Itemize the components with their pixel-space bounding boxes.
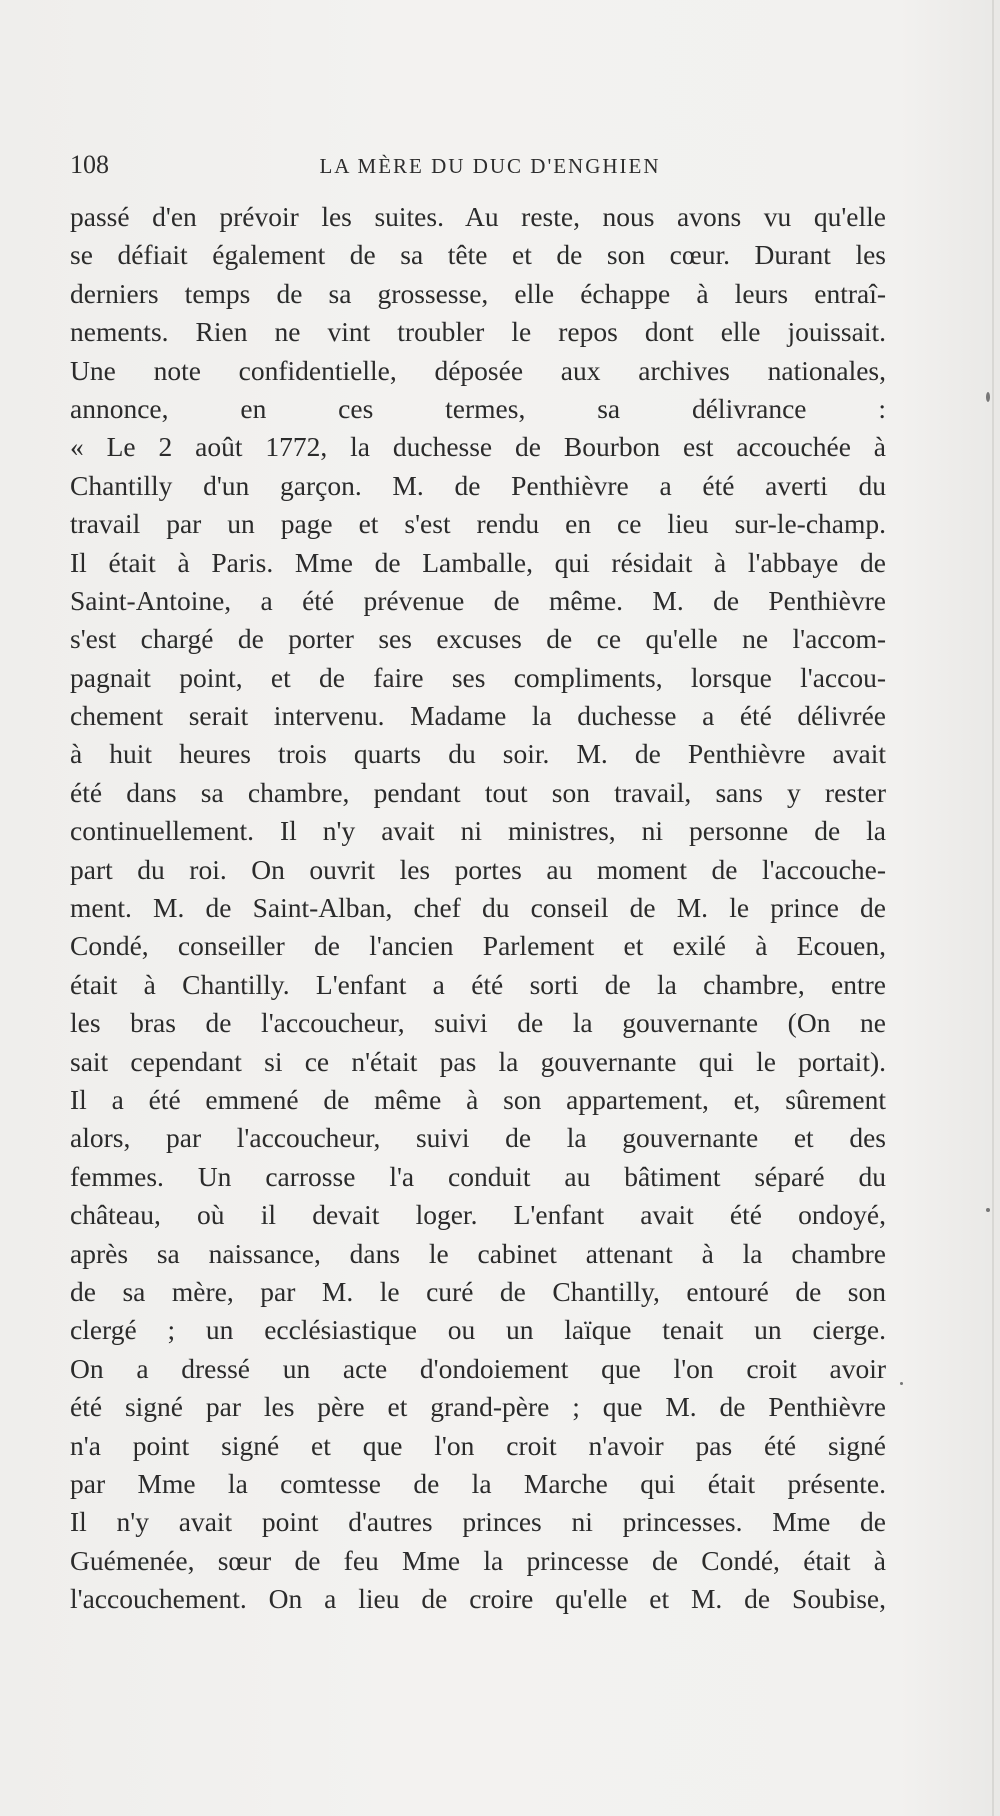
text-line: part du roi. On ouvrit les portes au moment de l'accouche- [70,853,886,885]
text-line: derniers temps de sa grossesse, elle échappe à leurs entraî- [70,277,886,309]
body-text [70,198,886,1618]
text-line: été dans sa chambre, pendant tout son travail, sans y rester [70,776,886,808]
text-line: Il a été emmené de même à son appartement, et, sûrement [70,1083,886,1115]
text-line: nements. Rien ne vint troubler le repos dont elle jouissait. [70,316,886,348]
paper-speck [900,1382,903,1385]
text-line: après sa naissance, dans le cabinet attenant à la chambre [70,1237,886,1269]
text-line: continuellement. Il n'y avait ni ministres, ni personne de la [70,815,886,847]
running-title: LA MÈRE DU DUC D'ENGHIEN [319,154,661,178]
text-line: passé d'en prévoir les suites. Au reste, nous avons vu qu'elle [70,201,886,232]
text-line: par Mme la comtesse de la Marche qui était présente. [70,1467,886,1499]
text-line: annonce, en ces termes, sa délivrance : [70,392,886,424]
text-line: clergé ; un ecclésiastique ou un laïque tenait un cierge. [70,1314,886,1346]
text-line: se défiait également de sa tête et de son cœur. Durant les [70,239,886,271]
page-number: 108 [70,150,109,179]
text-line: Condé, conseiller de l'ancien Parlement et exilé à Ecouen, [70,930,886,962]
text-line: les bras de l'accoucheur, suivi de la gouvernante (On ne [70,1007,886,1039]
text-line: Il n'y avait point d'autres princes ni princesses. Mme de [70,1506,886,1538]
text-line: de sa mère, par M. le curé de Chantilly, entouré de son [70,1275,886,1307]
text-line: femmes. Un carrosse l'a conduit au bâtiment séparé du [70,1160,886,1192]
text-line: Saint-Antoine, a été prévenue de même. M. de Penthièvre [70,584,886,616]
text-line: « Le 2 août 1772, la duchesse de Bourbon est accouchée à [70,431,886,463]
paper-speck [986,392,990,402]
text-line: était à Chantilly. L'enfant a été sorti de la chambre, entre [70,968,886,1000]
page-edge [992,0,994,1816]
text-line: Il était à Paris. Mme de Lamballe, qui résidait à l'abbaye de [70,546,886,578]
text-line: chement serait intervenu. Madame la duchesse a été délivrée [70,700,886,732]
page-header [70,148,880,182]
text-line: château, où il devait loger. L'enfant avait été ondoyé, [70,1199,886,1231]
paper-speck [986,1208,990,1212]
text-line: travail par un page et s'est rendu en ce lieu sur-le-champ. [70,508,886,540]
text-line: alors, par l'accoucheur, suivi de la gouvernante et des [70,1122,886,1154]
text-line: On a dressé un acte d'ondoiement que l'on croit avoir [70,1352,886,1384]
text-line: Guémenée, sœur de feu Mme la princesse de Condé, était à [70,1544,886,1576]
text-line: sait cependant si ce n'était pas la gouvernante qui le portait). [70,1045,886,1077]
text-line: Chantilly d'un garçon. M. de Penthièvre a été averti du [70,469,886,501]
text-line: s'est chargé de porter ses excuses de ce qu'elle ne l'accom- [70,623,886,655]
text-line: à huit heures trois quarts du soir. M. de Penthièvre avait [70,738,886,770]
text-line: été signé par les père et grand-père ; que M. de Penthièvre [70,1391,886,1423]
text-line: pagnait point, et de faire ses compliments, lorsque l'accou- [70,661,886,693]
text-line: ment. M. de Saint-Alban, chef du conseil de M. le prince de [70,892,886,924]
text-line: n'a point signé et que l'on croit n'avoir pas été signé [70,1429,886,1461]
text-line: Une note confidentielle, déposée aux archives nationales, [70,354,886,386]
text-line: l'accouchement. On a lieu de croire qu'elle et M. de Soubise, [70,1583,886,1615]
